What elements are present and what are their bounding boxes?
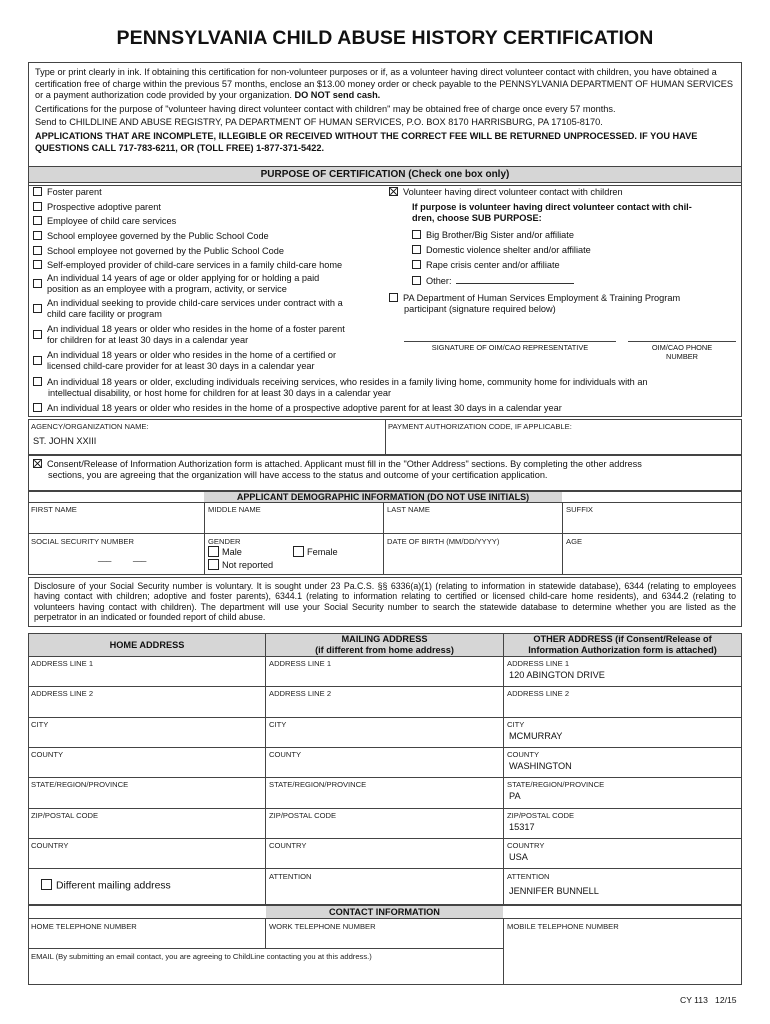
purpose-option[interactable]: [33, 216, 176, 227]
different-mailing-checkbox[interactable]: [41, 879, 52, 890]
female-checkbox[interactable]: [293, 546, 304, 557]
purpose-checkbox[interactable]: [33, 356, 42, 365]
contact-header: CONTACT INFORMATION: [266, 906, 503, 918]
purpose-option[interactable]: [33, 260, 342, 271]
purpose-option[interactable]: [33, 324, 383, 346]
other-address-field-label: CITY: [507, 719, 525, 729]
purpose-option[interactable]: [33, 377, 739, 399]
not-reported-checkbox[interactable]: [208, 559, 219, 570]
age-label: AGE: [566, 537, 583, 546]
purpose-checkbox[interactable]: [33, 216, 42, 225]
home-address-header: HOME ADDRESS: [29, 634, 265, 656]
purpose-option[interactable]: [33, 231, 269, 242]
different-mailing-option[interactable]: Different mailing address: [41, 880, 171, 891]
free-certification-note: Certifications for the purpose of "volunteer having direct volunteer contact with children" may be obtained free of charge once every 57 months.: [35, 103, 616, 114]
purpose-checkbox[interactable]: [33, 260, 42, 269]
purpose-option-label: An individual 18 years or older who resides in the home of a foster parent for children for at least 30 days in a calendar year: [47, 324, 345, 345]
mailing-address-field-label: ADDRESS LINE 2: [269, 689, 332, 699]
mailing-address-header: MAILING ADDRESS (if different from home address): [266, 634, 503, 656]
instructions-paragraph: [35, 67, 735, 102]
ssn-dash-2[interactable]: ___: [133, 553, 147, 562]
sub-purpose-checkbox[interactable]: [412, 245, 421, 254]
sub-purpose-instruction: If purpose is volunteer having direct volunteer contact with chil- dren, choose SUB PURPOSE:: [412, 202, 692, 223]
purpose-option-label: Foster parent: [47, 187, 102, 197]
incomplete-warning: APPLICATIONS THAT ARE INCOMPLETE, ILLEGIBLE OR RECEIVED WITHOUT THE CORRECT FEE WILL BE RETURNED UNPROCESSED. IF YOU HAVE QUESTIONS CALL 717-783-6211, OR (TOLL FREE) 1-877-371-5422.: [35, 130, 698, 153]
other-attention-value[interactable]: JENNIFER BUNNELL: [509, 886, 599, 896]
other-address-value[interactable]: WASHINGTON: [509, 760, 572, 771]
purpose-option-label: School employee not governed by the Public School Code: [47, 245, 284, 256]
signature-label: SIGNATURE OF OIM/CAO REPRESENTATIVE: [431, 343, 589, 352]
home-address-field-label: ZIP/POSTAL CODE: [31, 810, 99, 820]
purpose-option-label: Self-employed provider of child-care services in a family child-care home: [47, 259, 343, 270]
purpose-option[interactable]: [33, 202, 161, 213]
home-address-field-label: COUNTY: [31, 749, 64, 759]
purpose-option-label: Prospective adoptive parent: [47, 201, 161, 212]
pa-dept-sublabel: participant (signature required below): [404, 304, 556, 314]
other-label: Other:: [426, 276, 452, 286]
other-address-value[interactable]: 15317: [509, 821, 535, 832]
consent-checkbox[interactable]: [33, 459, 42, 468]
other-address-field-label: COUNTRY: [507, 840, 545, 850]
purpose-checkbox[interactable]: [33, 304, 42, 313]
mailing-address-field-label: ADDRESS LINE 1: [269, 659, 332, 668]
other-address-field-label: STATE/REGION/PROVINCE: [507, 780, 605, 790]
purpose-checkbox[interactable]: [33, 187, 42, 196]
purpose-option-label: An individual 14 years of age or older applying for or holding a paid position as an employee with a program, activity, or service: [47, 273, 320, 294]
purpose-option-label: Employee of child care services: [47, 216, 177, 226]
demographic-header: APPLICANT DEMOGRAPHIC INFORMATION (DO NOT USE INITIALS): [204, 492, 562, 502]
pa-dept-label: PA Department of Human Services Employment & Training Program: [403, 293, 681, 303]
pa-dept-option[interactable]: [389, 293, 739, 315]
purpose-checkbox[interactable]: [33, 279, 42, 288]
consent-text: Consent/Release of Information Authorization form is attached. Applicant must fill in the "Other Address" sections. By completing the other address: [47, 459, 642, 469]
other-address-field-label: COUNTY: [507, 749, 540, 759]
ssn-disclosure: Disclosure of your Social Security number is voluntary. It is sought under 23 Pa.C.S. §§ 6336(a)(1) (relating to information in statewide database), 6344 (relating to employees having contact with children; adoptive and foster parents), 6344.1 (relating to information relating to certified or licensed child-care home residents), and 6344.2 (relating to volunteers having contact with children). The department will use your Social Security number to search the statewide database to determine whether you are listed as the perpetrator in an indicated or founded report of child abuse.: [28, 577, 742, 627]
purpose-option-label: An individual 18 years or older who resides in the home of a prospective adoptive parent for at least 30 days in a calendar year: [47, 403, 562, 413]
purpose-option[interactable]: [33, 350, 383, 372]
other-address-value[interactable]: PA: [509, 791, 521, 802]
home-address-field-label: CITY: [31, 719, 49, 729]
other-address-field-label: ADDRESS LINE 2: [507, 689, 570, 699]
mailing-address-field-label: COUNTY: [269, 749, 302, 759]
purpose-checkbox[interactable]: [33, 246, 42, 255]
purpose-checkbox[interactable]: [33, 377, 42, 386]
home-address-field-label: STATE/REGION/PROVINCE: [31, 780, 129, 790]
sub-purpose-checkbox[interactable]: [412, 230, 421, 239]
first-name-label: FIRST NAME: [31, 505, 77, 514]
mailing-address-field-label: CITY: [269, 719, 287, 729]
sub-purpose-checkbox[interactable]: [412, 260, 421, 269]
signature-line[interactable]: [404, 341, 616, 342]
instructions-text: Type or print clearly in ink. If obtaining this certification for non-volunteer purposes or if, as a volunteer having direct volunteer contact with children, you have obtained a certification free of charge within the previous 57 months, enclose an $13.00 money order or check payable to the PENNSYLVANIA DEPARTMENT OF HUMAN SERVICES or a payment authorization code provided by your organization.: [35, 67, 734, 101]
agency-label: AGENCY/ORGANIZATION NAME:: [31, 422, 149, 431]
home-address-field-label: COUNTRY: [31, 840, 69, 850]
mailing-address-field-label: COUNTRY: [269, 840, 307, 850]
consent-text-2: sections, you are agreeing that the organization will have access to the status and outcome of your certification application.: [48, 470, 548, 480]
gender-female[interactable]: Female: [293, 547, 338, 558]
purpose-option[interactable]: [33, 298, 383, 320]
sub-purpose-label: Domestic violence shelter and/or affiliate: [426, 245, 591, 255]
other-address-value[interactable]: USA: [509, 851, 528, 862]
purpose-option[interactable]: [33, 403, 739, 414]
gender-male[interactable]: Male: [208, 547, 242, 558]
sub-purpose-other[interactable]: [412, 275, 574, 287]
other-address-field-label: ZIP/POSTAL CODE: [507, 810, 575, 820]
suffix-label: SUFFIX: [566, 505, 594, 514]
purpose-option[interactable]: [33, 246, 284, 257]
mailing-instructions: Send to CHILDLINE AND ABUSE REGISTRY, PA DEPARTMENT OF HUMAN SERVICES, P.O. BOX 8170 HARRISBURG, PA 17105-8170.: [35, 117, 603, 128]
other-address-value[interactable]: 120 ABINGTON DRIVE: [509, 670, 605, 680]
purpose-option-label: An individual 18 years or older, excluding individuals receiving services, who resides in a family living home, community home for individuals with an: [47, 377, 648, 387]
sub-purpose-option[interactable]: [412, 245, 591, 256]
purpose-header: PURPOSE OF CERTIFICATION (Check one box only): [28, 166, 742, 183]
purpose-option[interactable]: [33, 273, 383, 295]
middle-name-label: MIDDLE NAME: [208, 505, 261, 514]
agency-value[interactable]: ST. JOHN XXIII: [33, 436, 97, 446]
email-label: EMAIL (By submitting an email contact, you are agreeing to ChildLine contacting you at this address.): [31, 952, 372, 961]
form-title: PENNSYLVANIA CHILD ABUSE HISTORY CERTIFICATION: [116, 27, 654, 49]
mailing-address-field-label: ZIP/POSTAL CODE: [269, 810, 337, 820]
other-address-value[interactable]: MCMURRAY: [509, 730, 563, 741]
purpose-option-label: An individual seeking to provide child-care services under contract with a child care facility or program: [47, 298, 343, 319]
no-cash-warning: DO NOT send cash.: [294, 90, 381, 101]
pa-dept-checkbox[interactable]: [389, 293, 398, 302]
sub-purpose-label: Big Brother/Big Sister and/or affiliate: [426, 230, 574, 240]
home-address-field-label: ADDRESS LINE 2: [31, 689, 94, 699]
payment-code-label: PAYMENT AUTHORIZATION CODE, IF APPLICABLE:: [388, 422, 572, 431]
dob-label: DATE OF BIRTH (MM/DD/YYYY): [387, 537, 500, 546]
home-phone-label: HOME TELEPHONE NUMBER: [31, 922, 137, 931]
male-checkbox[interactable]: [208, 546, 219, 557]
form-number: CY 113 12/15: [680, 995, 737, 1005]
other-input-line[interactable]: [456, 275, 574, 284]
mobile-phone-label: MOBILE TELEPHONE NUMBER: [507, 922, 619, 931]
sub-purpose-option[interactable]: [412, 260, 560, 271]
purpose-option-label: An individual 18 years or older who resides in the home of a certified or licensed child-care provider for at least 30 days in a calendar year: [47, 350, 337, 371]
work-phone-label: WORK TELEPHONE NUMBER: [269, 922, 376, 931]
last-name-label: LAST NAME: [387, 505, 430, 514]
volunteer-option[interactable]: [389, 187, 623, 198]
other-checkbox[interactable]: [412, 276, 421, 285]
other-address-field-label: ADDRESS LINE 1: [507, 659, 570, 668]
purpose-option-label: intellectual disability, or host home for children for at least 30 days in a calendar year: [48, 388, 392, 398]
address-section: [28, 633, 742, 905]
home-address-field-label: ADDRESS LINE 1: [31, 659, 94, 668]
sub-purpose-option[interactable]: [412, 230, 574, 241]
purpose-option-label: School employee governed by the Public School Code: [47, 231, 269, 241]
ssn-label: SOCIAL SECURITY NUMBER: [31, 537, 134, 546]
ssn-dash-1[interactable]: ___: [98, 553, 112, 562]
consent-option[interactable]: [33, 459, 733, 481]
phone-line[interactable]: [628, 341, 736, 342]
gender-label: GENDER: [208, 537, 241, 546]
mailing-attention-label: ATTENTION: [269, 872, 312, 881]
volunteer-label: Volunteer having direct volunteer contact with children: [403, 187, 623, 197]
phone-label: OIM/CAO PHONE NUMBER: [651, 343, 713, 361]
purpose-option[interactable]: [33, 187, 102, 198]
purpose-checkbox[interactable]: [33, 330, 42, 339]
purpose-checkbox[interactable]: [33, 231, 42, 240]
sub-purpose-label: Rape crisis center and/or affiliate: [426, 260, 560, 270]
other-address-header: OTHER ADDRESS (if Consent/Release of Information Authorization form is attached): [504, 634, 741, 656]
purpose-checkbox[interactable]: [33, 403, 42, 412]
purpose-checkbox[interactable]: [33, 202, 42, 211]
other-attention-label: ATTENTION: [507, 872, 550, 881]
mailing-address-field-label: STATE/REGION/PROVINCE: [269, 780, 367, 790]
volunteer-checkbox[interactable]: [389, 187, 398, 196]
gender-not-reported[interactable]: Not reported: [208, 560, 273, 571]
